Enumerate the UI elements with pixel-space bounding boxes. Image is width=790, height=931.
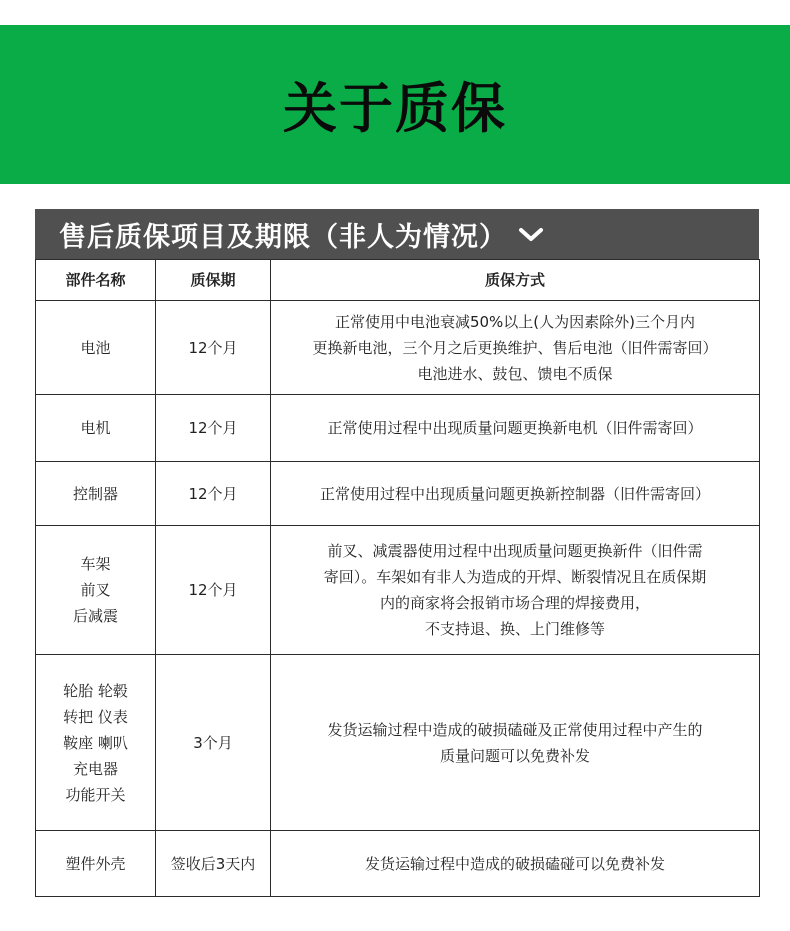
page-title: 关于质保 <box>283 77 507 140</box>
warranty-period-cell: 12个月 <box>156 526 271 655</box>
chevron-down-icon <box>517 224 545 244</box>
header-part-name: 部件名称 <box>36 260 156 301</box>
table-row <box>36 301 760 395</box>
table-row <box>36 526 760 655</box>
table-row <box>36 831 760 897</box>
part-name-cell: 电池 <box>36 301 156 395</box>
warranty-method-cell: 前叉、减震器使用过程中出现质量问题更换新件（旧件需 寄回）。车架如有非人为造成的开焊、断裂情况且在质保期 内的商家将会报销市场合理的焊接费用， 不支持退、换、上门维修等 <box>271 526 760 655</box>
warranty-table <box>35 259 760 897</box>
table-row <box>36 655 760 831</box>
part-name-cell: 轮胎 轮毂 转把 仪表 鞍座 喇叭 充电器 功能开关 <box>36 655 156 831</box>
warranty-method-cell: 正常使用过程中出现质量问题更换新电机（旧件需寄回） <box>271 395 760 462</box>
header-warranty-period: 质保期 <box>156 260 271 301</box>
table-row <box>36 395 760 462</box>
warranty-period-cell: 3个月 <box>156 655 271 831</box>
warranty-period-cell: 12个月 <box>156 462 271 526</box>
section-title: 售后质保项目及期限（非人为情况） <box>59 221 507 253</box>
warranty-method-cell: 正常使用过程中出现质量问题更换新控制器（旧件需寄回） <box>271 462 760 526</box>
warranty-method-cell: 发货运输过程中造成的破损磕碰及正常使用过程中产生的 质量问题可以免费补发 <box>271 655 760 831</box>
warranty-period-cell: 12个月 <box>156 301 271 395</box>
part-name-cell: 控制器 <box>36 462 156 526</box>
part-name-cell: 塑件外壳 <box>36 831 156 897</box>
part-name-cell: 车架 前叉 后减震 <box>36 526 156 655</box>
warranty-period-cell: 12个月 <box>156 395 271 462</box>
section-header <box>35 209 759 259</box>
title-banner <box>0 25 790 184</box>
warranty-period-cell: 签收后3天内 <box>156 831 271 897</box>
warranty-method-cell: 正常使用中电池衰减50%以上(人为因素除外)三个月内 更换新电池，三个月之后更换维护、售后电池（旧件需寄回） 电池进水、鼓包、馈电不质保 <box>271 301 760 395</box>
warranty-method-cell: 发货运输过程中造成的破损磕碰可以免费补发 <box>271 831 760 897</box>
table-row <box>36 462 760 526</box>
part-name-cell: 电机 <box>36 395 156 462</box>
header-warranty-method: 质保方式 <box>271 260 760 301</box>
table-header-row <box>36 260 760 301</box>
